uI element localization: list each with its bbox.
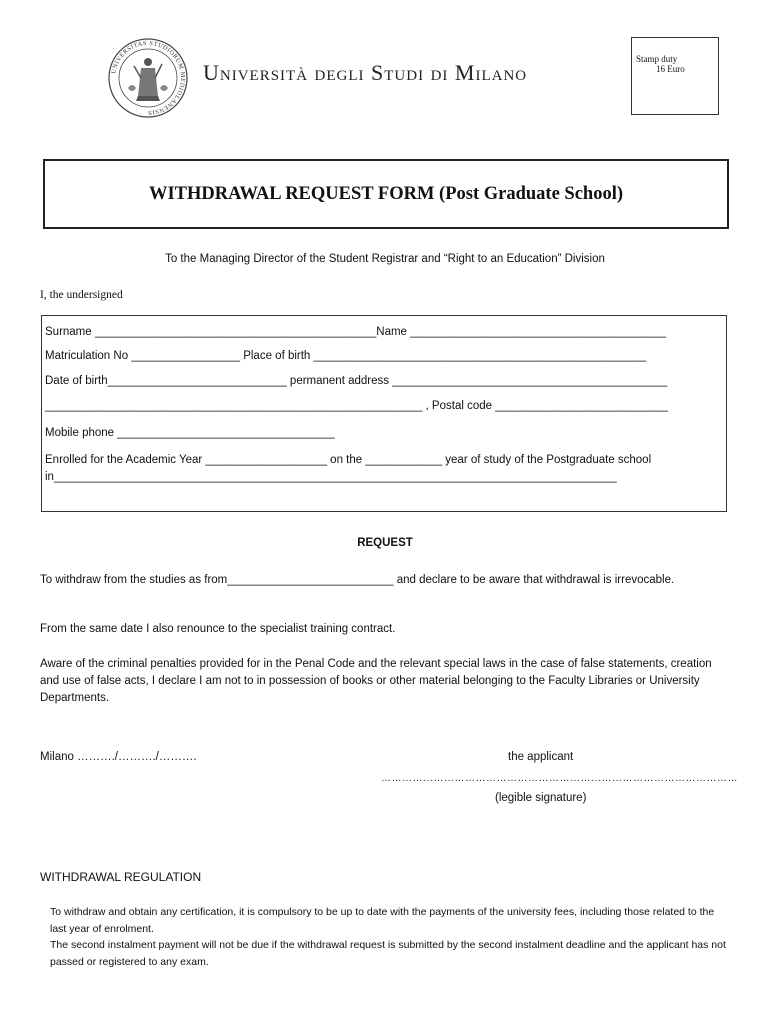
postgraduate-school-field[interactable]: in________________________________________________________________________________________ [45, 471, 617, 483]
stamp-duty-amount: 16 Euro [656, 64, 685, 74]
surname-name-field[interactable]: Surname ____________________________________________Name ________________________________________ [45, 326, 666, 338]
regulation-text-2: The second instalment payment will not be due if the withdrawal request is submitted by the second instalment deadline and the applicant has not passed or registered to any exam. [50, 939, 726, 968]
legible-signature-label: (legible signature) [495, 792, 587, 804]
applicant-label: the applicant [508, 751, 574, 763]
university-name: Università degli Studi di Milano [203, 60, 528, 85]
regulation-text [50, 904, 730, 970]
address-postal-code-field[interactable]: ___________________________________________________________ , Postal code ___________________________ [45, 400, 668, 412]
birthdate-address-field[interactable]: Date of birth____________________________ permanent address ___________________________________________ [45, 375, 668, 387]
addressee-line: To the Managing Director of the Student Registrar and “Right to an Education” Division [165, 253, 605, 265]
signature-line[interactable]: ………………………………………………………………………………………… [381, 773, 738, 784]
matriculation-birthplace-field[interactable]: Matriculation No _________________ Place of birth ____________________________________________________ [45, 350, 647, 362]
renounce-paragraph: From the same date I also renounce to the specialist training contract. [40, 623, 396, 635]
form-title: WITHDRAWAL REQUEST FORM (Post Graduate School) [148, 184, 624, 204]
declaration-paragraph: Aware of the criminal penalties provided for in the Penal Code and the relevant special laws in the case of false statements, creation and use of false acts, I declare I am not to in possession of books or other material belonging to the Faculty Libraries or University Departments. [40, 658, 712, 704]
stamp-duty-box [631, 37, 719, 115]
mobile-phone-field[interactable]: Mobile phone __________________________________ [45, 427, 335, 439]
place-date-field[interactable]: Milano ………./………./………. [40, 751, 197, 763]
enrolment-year-field[interactable]: Enrolled for the Academic Year ___________________ on the ____________ year of study of the Postgraduate school [45, 454, 652, 466]
university-seal-logo [108, 38, 188, 118]
undersigned-label: I, the undersigned [40, 289, 123, 301]
withdraw-paragraph: To withdraw from the studies as from__________________________ and declare to be aware that withdrawal is irrevocable. [40, 574, 675, 586]
regulation-heading: WITHDRAWAL REGULATION [40, 870, 202, 884]
svg-text:UNIVERSITAS STUDIORUM MEDIOLAN: UNIVERSITAS STUDIORUM MEDIOLANENSIS [110, 39, 187, 117]
request-heading: REQUEST [357, 537, 413, 549]
stamp-duty-label: Stamp duty [636, 54, 678, 64]
regulation-text-1: To withdraw and obtain any certification, it is compulsory to be up to date with the payments of the university fees, including those related to the last year of enrolment. [50, 906, 715, 935]
